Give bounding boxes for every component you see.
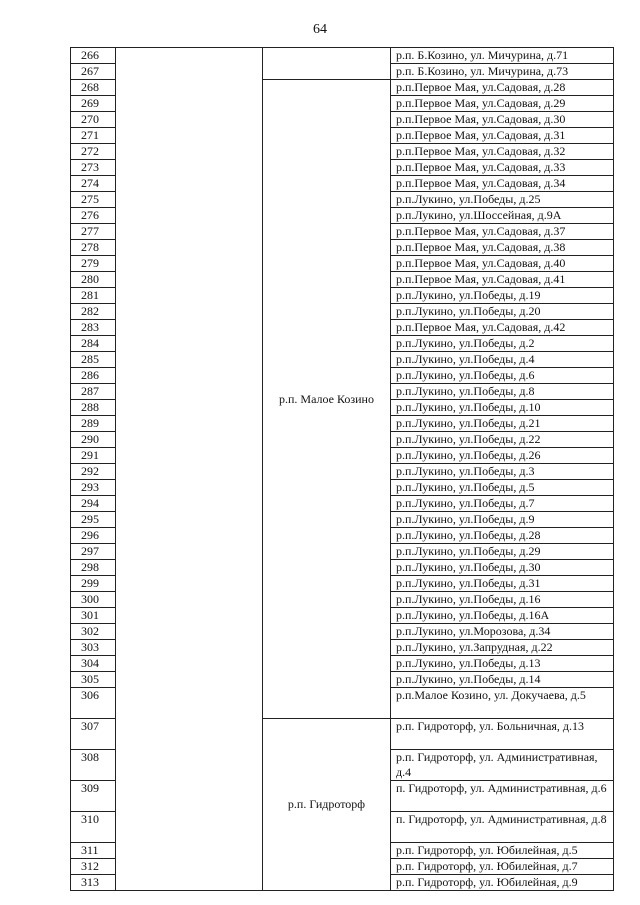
- address-cell: р.п. Гидроторф, ул. Административная, д.4: [391, 750, 614, 781]
- address-cell: р.п.Лукино, ул.Победы, д.30: [391, 560, 614, 576]
- row-number: 307: [71, 719, 116, 750]
- address-cell: р.п.Лукино, ул.Победы, д.10: [391, 400, 614, 416]
- table-row: [71, 48, 614, 64]
- empty-column-cell: [116, 48, 263, 891]
- address-cell: р.п.Лукино, ул.Победы, д.22: [391, 432, 614, 448]
- row-number: 302: [71, 624, 116, 640]
- settlement-name: р.п. Малое Козино: [263, 80, 391, 719]
- address-cell: р.п.Лукино, ул.Победы, д.4: [391, 352, 614, 368]
- address-cell: р.п. Гидроторф, ул. Юбилейная, д.9: [391, 875, 614, 891]
- row-number: 295: [71, 512, 116, 528]
- address-cell: р.п.Первое Мая, ул.Садовая, д.42: [391, 320, 614, 336]
- address-cell: р.п.Малое Козино, ул. Докучаева, д.5: [391, 688, 614, 719]
- address-cell: п. Гидроторф, ул. Административная, д.6: [391, 781, 614, 812]
- address-cell: р.п.Первое Мая, ул.Садовая, д.40: [391, 256, 614, 272]
- row-number: 305: [71, 672, 116, 688]
- address-cell: р.п.Лукино, ул.Победы, д.31: [391, 576, 614, 592]
- row-number: 291: [71, 448, 116, 464]
- address-cell: р.п.Лукино, ул.Победы, д.19: [391, 288, 614, 304]
- row-number: 293: [71, 480, 116, 496]
- address-cell: р.п. Гидроторф, ул. Больничная, д.13: [391, 719, 614, 750]
- address-cell: р.п.Лукино, ул.Победы, д.28: [391, 528, 614, 544]
- address-cell: р.п.Лукино, ул.Победы, д.20: [391, 304, 614, 320]
- address-cell: р.п.Первое Мая, ул.Садовая, д.41: [391, 272, 614, 288]
- address-cell: р.п.Первое Мая, ул.Садовая, д.37: [391, 224, 614, 240]
- row-number: 310: [71, 812, 116, 843]
- row-number: 311: [71, 843, 116, 859]
- row-number: 282: [71, 304, 116, 320]
- address-table: [70, 47, 614, 891]
- address-cell: р.п.Лукино, ул.Победы, д.3: [391, 464, 614, 480]
- row-number: 268: [71, 80, 116, 96]
- row-number: 278: [71, 240, 116, 256]
- address-cell: р.п.Лукино, ул.Победы, д.8: [391, 384, 614, 400]
- row-number: 300: [71, 592, 116, 608]
- address-cell: р.п.Лукино, ул.Победы, д.13: [391, 656, 614, 672]
- address-cell: р.п.Лукино, ул.Победы, д.14: [391, 672, 614, 688]
- address-cell: р.п.Лукино, ул.Победы, д.16: [391, 592, 614, 608]
- address-cell: р.п.Лукино, ул.Победы, д.2: [391, 336, 614, 352]
- page-number: 64: [313, 22, 327, 37]
- row-number: 266: [71, 48, 116, 64]
- address-cell: р.п. Б.Козино, ул. Мичурина, д.71: [391, 48, 614, 64]
- address-cell: р.п.Первое Мая, ул.Садовая, д.30: [391, 112, 614, 128]
- row-number: 298: [71, 560, 116, 576]
- row-number: 283: [71, 320, 116, 336]
- row-number: 297: [71, 544, 116, 560]
- row-number: 286: [71, 368, 116, 384]
- address-table-body: [71, 48, 614, 891]
- row-number: 292: [71, 464, 116, 480]
- row-number: 288: [71, 400, 116, 416]
- row-number: 273: [71, 160, 116, 176]
- address-cell: п. Гидроторф, ул. Административная, д.8: [391, 812, 614, 843]
- address-cell: р.п.Первое Мая, ул.Садовая, д.31: [391, 128, 614, 144]
- row-number: 309: [71, 781, 116, 812]
- address-cell: р.п. Гидроторф, ул. Юбилейная, д.7: [391, 859, 614, 875]
- address-cell: р.п.Лукино, ул.Победы, д.9: [391, 512, 614, 528]
- row-number: 281: [71, 288, 116, 304]
- row-number: 284: [71, 336, 116, 352]
- row-number: 271: [71, 128, 116, 144]
- address-cell: р.п.Лукино, ул.Запрудная, д.22: [391, 640, 614, 656]
- row-number: 299: [71, 576, 116, 592]
- address-cell: р.п.Лукино, ул.Шоссейная, д.9А: [391, 208, 614, 224]
- row-number: 275: [71, 192, 116, 208]
- address-cell: р.п.Лукино, ул.Победы, д.29: [391, 544, 614, 560]
- row-number: 306: [71, 688, 116, 719]
- row-number: 312: [71, 859, 116, 875]
- row-number: 267: [71, 64, 116, 80]
- row-number: 269: [71, 96, 116, 112]
- address-cell: р.п.Лукино, ул.Победы, д.5: [391, 480, 614, 496]
- address-cell: р.п.Первое Мая, ул.Садовая, д.29: [391, 96, 614, 112]
- row-number: 279: [71, 256, 116, 272]
- row-number: 285: [71, 352, 116, 368]
- row-number: 296: [71, 528, 116, 544]
- address-cell: р.п.Лукино, ул.Победы, д.26: [391, 448, 614, 464]
- row-number: 294: [71, 496, 116, 512]
- row-number: 280: [71, 272, 116, 288]
- row-number: 270: [71, 112, 116, 128]
- address-cell: р.п.Первое Мая, ул.Садовая, д.32: [391, 144, 614, 160]
- address-cell: р.п.Лукино, ул.Победы, д.6: [391, 368, 614, 384]
- row-number: 274: [71, 176, 116, 192]
- row-number: 301: [71, 608, 116, 624]
- row-number: 289: [71, 416, 116, 432]
- address-cell: р.п. Гидроторф, ул. Юбилейная, д.5: [391, 843, 614, 859]
- row-number: 308: [71, 750, 116, 781]
- address-cell: р.п.Первое Мая, ул.Садовая, д.28: [391, 80, 614, 96]
- row-number: 290: [71, 432, 116, 448]
- address-cell: р.п.Первое Мая, ул.Садовая, д.34: [391, 176, 614, 192]
- row-number: 277: [71, 224, 116, 240]
- settlement-cell-empty: [263, 48, 391, 80]
- address-cell: р.п.Лукино, ул.Победы, д.16А: [391, 608, 614, 624]
- address-cell: р.п.Первое Мая, ул.Садовая, д.33: [391, 160, 614, 176]
- address-cell: р.п.Лукино, ул.Морозова, д.34: [391, 624, 614, 640]
- row-number: 287: [71, 384, 116, 400]
- address-cell: р.п.Лукино, ул.Победы, д.7: [391, 496, 614, 512]
- address-cell: р.п. Б.Козино, ул. Мичурина, д.73: [391, 64, 614, 80]
- address-cell: р.п.Лукино, ул.Победы, д.21: [391, 416, 614, 432]
- address-cell: р.п.Лукино, ул.Победы, д.25: [391, 192, 614, 208]
- row-number: 303: [71, 640, 116, 656]
- settlement-name: р.п. Гидроторф: [263, 719, 391, 891]
- address-cell: р.п.Первое Мая, ул.Садовая, д.38: [391, 240, 614, 256]
- row-number: 276: [71, 208, 116, 224]
- row-number: 304: [71, 656, 116, 672]
- row-number: 313: [71, 875, 116, 891]
- row-number: 272: [71, 144, 116, 160]
